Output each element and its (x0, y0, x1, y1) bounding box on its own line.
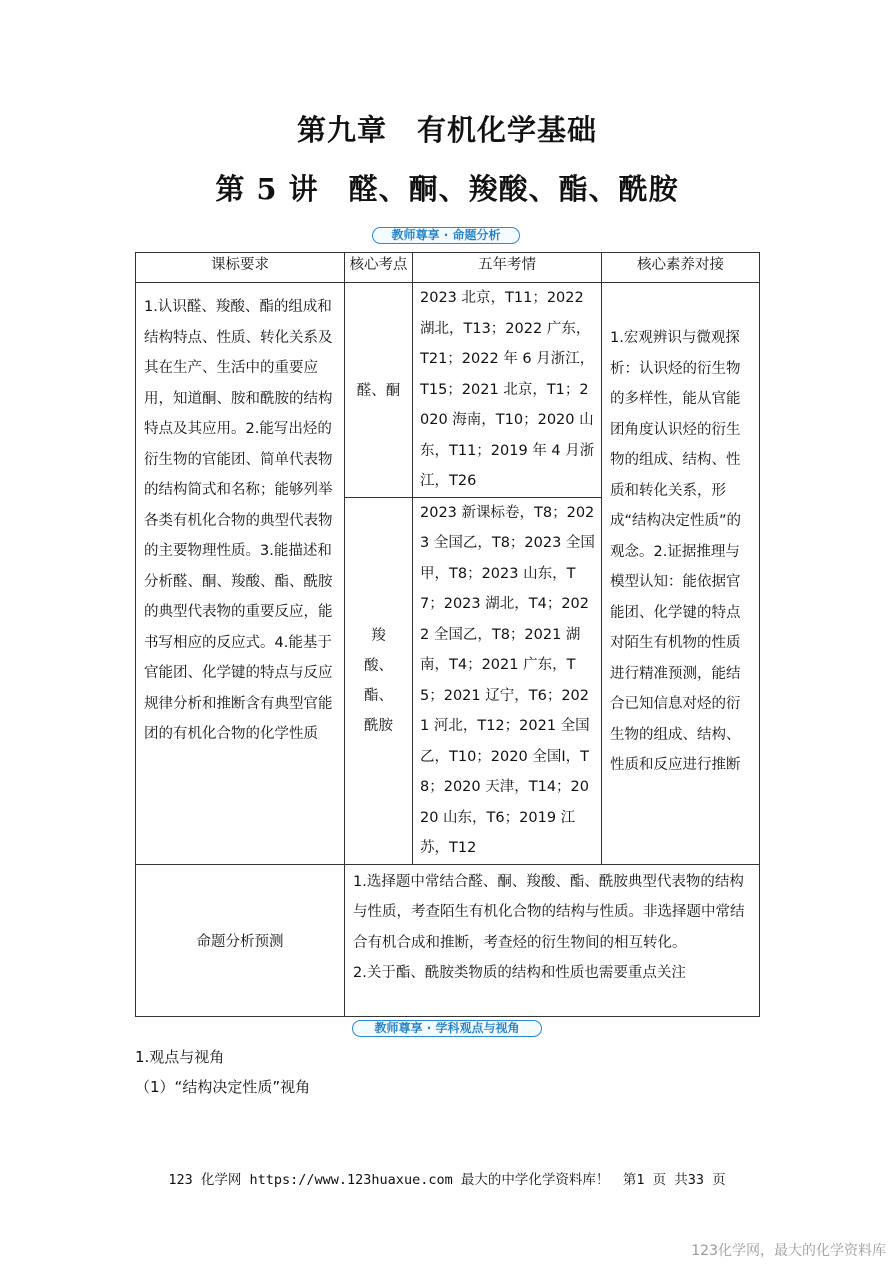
literacy-cell (602, 283, 760, 865)
table-header-row (136, 253, 760, 283)
subsection-heading: （1）“结构决定性质”视角 (135, 1078, 311, 1096)
badge-perspective: 教师尊享 · 学科观点与视角 (352, 1020, 542, 1037)
lesson-title: 第 5 讲 醛、酮、羧酸、酯、酰胺 (215, 172, 679, 206)
prediction-label: 命题分析预测 (136, 864, 345, 1016)
requirements-text: 1.认识醛、羧酸、酯的组成和结构特点、性质、转化关系及其在生产、生活中的重要应用，知道酮、胺和酰胺的结构特点及其应用。2.能写出烃的衍生物的官能团、简单代表物的结构简式和名称；能够列举各类有机化合物的典型代表物的主要物理性质。3.能描述和分析醛、酮、羧酸、酯、酰胺的典型代表物的重要反应，能书写相应的反应式。4.能基于官能团、化学键的特点与反应规律分析和推断含有典型官能团的有机化合物的化学性质 (144, 299, 333, 742)
badge-proposition-analysis: 教师尊享 · 命题分析 (372, 227, 520, 244)
requirements-cell (136, 283, 345, 865)
exam-cell-1 (413, 283, 602, 498)
chapter-title: 第九章 有机化学基础 (296, 113, 597, 147)
exam-text-1: 2023 北京，T11；2022 湖北，T13；2022 广东，T21；2022 年 6 月浙江，T15；2021 北京，T1；2020 海南，T10；2020 山东，T11；2019 年 4 月浙江，T26 (420, 290, 595, 489)
prediction-item-1: 1.选择题中常结合醛、酮、羧酸、酯、酰胺典型代表物的结构与性质，考查陌生有机化合物的结构与性质。非选择题中常结合有机合成和推断，考查烃的衍生物间的相互转化。 (353, 873, 745, 951)
page-footer: 123 化学网 https://www.123huaxue.com 最大的中学化学资料库！ 第1 页 共33 页 (168, 1172, 726, 1188)
prediction-row (136, 864, 760, 1016)
table-row (136, 283, 760, 498)
header-exams: 五年考情 (413, 253, 602, 283)
curriculum-table (135, 252, 760, 1017)
header-requirements: 课标要求 (136, 253, 345, 283)
topic-aldehyde-ketone: 醛、酮 (345, 283, 413, 498)
header-literacy: 核心素养对接 (602, 253, 760, 283)
prediction-cell (345, 864, 760, 1016)
topic-acid-ester-amide-text: 羧酸、酯、酰胺 (364, 627, 393, 734)
exam-text-2: 2023 新课标卷，T8；2023 全国乙，T8；2023 全国甲，T8；2023 山东，T7；2023 湖北，T4；2022 全国乙，T8；2021 湖南，T4；2021 广东，T5；2021 辽宁，T6；2021 河北，T12；2021 全国乙，T10；2020 全国Ⅰ，T8；2020 天津，T14；2020 山东，T6；2019 江苏，T12 (420, 504, 595, 856)
literacy-text: 1.宏观辨识与微观探析：认识烃的衍生物的多样性，能从官能团角度认识烃的衍生物的组成、结构、性质和转化关系，形成“结构决定性质”的观念。2.证据推理与模型认知：能依据官能团、化学键的特点对陌生有机物的性质进行精准预测，能结合已知信息对烃的衍生物的组成、结构、性质和反应进行推断 (610, 330, 742, 773)
exam-cell-2 (413, 497, 602, 864)
watermark: 123化学网，最大的化学资料库 (691, 1243, 886, 1259)
prediction-text (345, 865, 759, 989)
prediction-item-2: 2.关于酯、酰胺类物质的结构和性质也需要重点关注 (353, 965, 686, 981)
topic-acid-ester-amide (345, 497, 413, 864)
header-topics: 核心考点 (345, 253, 413, 283)
section-heading: 1.观点与视角 (135, 1048, 225, 1066)
